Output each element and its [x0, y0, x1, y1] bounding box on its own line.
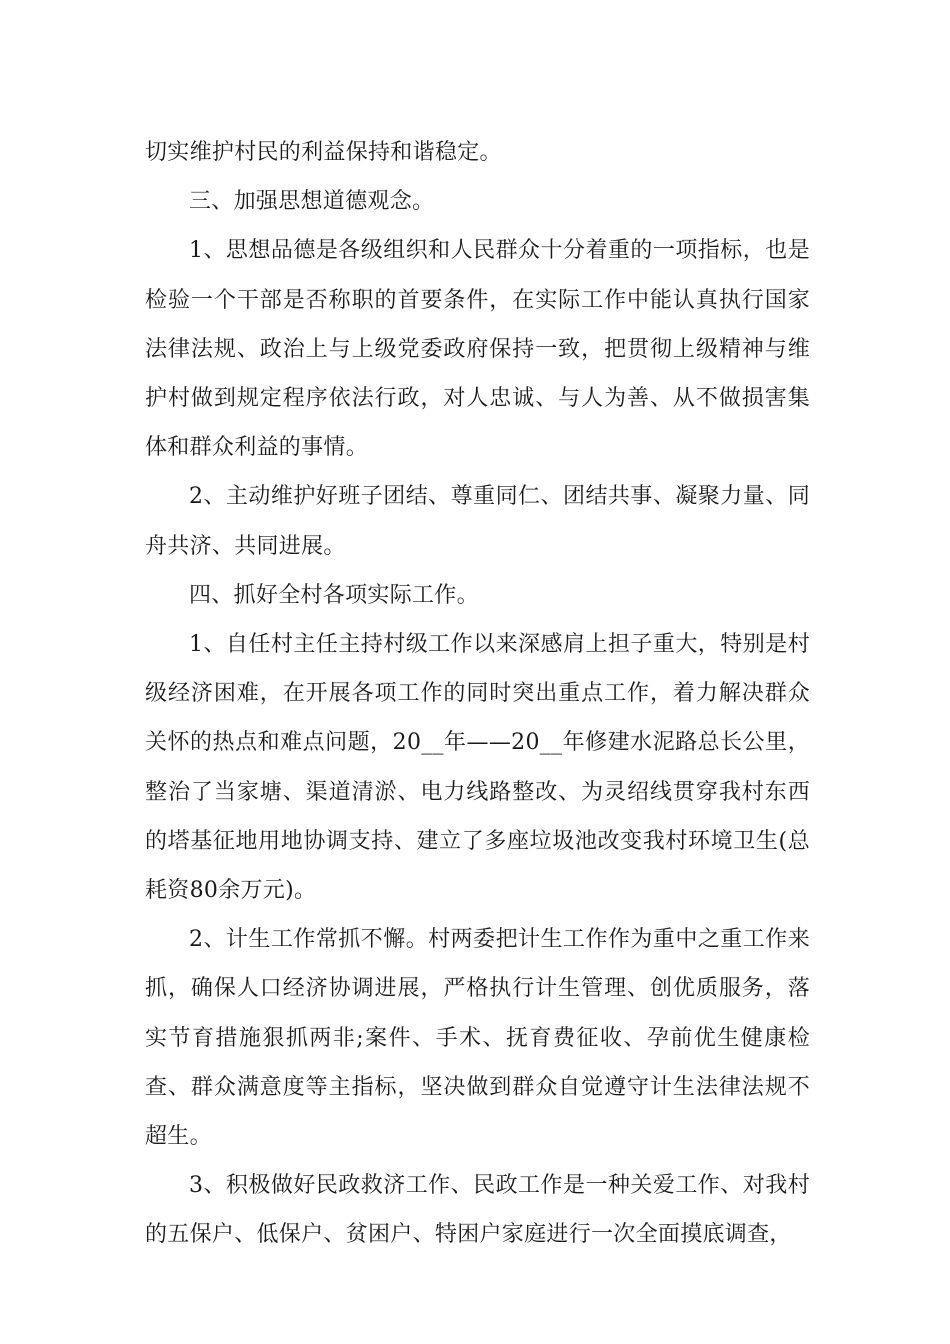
- paragraph-4-3: 3、积极做好民政救济工作、民政工作是一种关爱工作、对我村的五保户、低保户、贫困户、特困户家庭进行一次全面摸底调查，: [145, 1173, 810, 1248]
- paragraph-4-2: 2、计生工作常抓不懈。村两委把计生工作作为重中之重工作来抓，确保人口经济协调进展，严格执行计生管理、创优质服务，落实节育措施狠抓两非;案件、手术、抚育费征收、孕前优生健康检查、群众满意度等主指标，坚决做到群众自觉遵守计生法律法规不超生。: [145, 927, 810, 1150]
- paragraph-3-2: 2、主动维护好班子团结、尊重同仁、团结共事、凝聚力量、同舟共济、共同进展。: [145, 484, 810, 559]
- document-body: [145, 128, 810, 1260]
- section-heading-3: 三、加强思想道德观念。: [189, 189, 435, 215]
- paragraph-4-1: 1、自任村主任主持村级工作以来深感肩上担子重大，特别是村级经济困难，在开展各项工作的同时突出重点工作，着力解决群众关怀的热点和难点问题，20__年——20__年修建水泥路总长公里，整治了当家塘、渠道清淤、电力线路整改、为灵绍线贯穿我村东西的塔基征地用地协调支持、建立了多座垃圾池改变我村环境卫生(总耗资80余万元)。: [145, 632, 810, 904]
- paragraph-3-1: 1、思想品德是各级组织和人民群众十分着重的一项指标，也是检验一个干部是否称职的首要条件，在实际工作中能认真执行国家法律法规、政治上与上级党委政府保持一致，把贯彻上级精神与维护村做到规定程序依法行政，对人忠诚、与人为善、从不做损害集体和群众利益的事情。: [145, 238, 810, 461]
- section-heading-4: 四、抓好全村各项实际工作。: [189, 582, 479, 608]
- paragraph-continuation: 切实维护村民的利益保持和谐稳定。: [145, 140, 502, 165]
